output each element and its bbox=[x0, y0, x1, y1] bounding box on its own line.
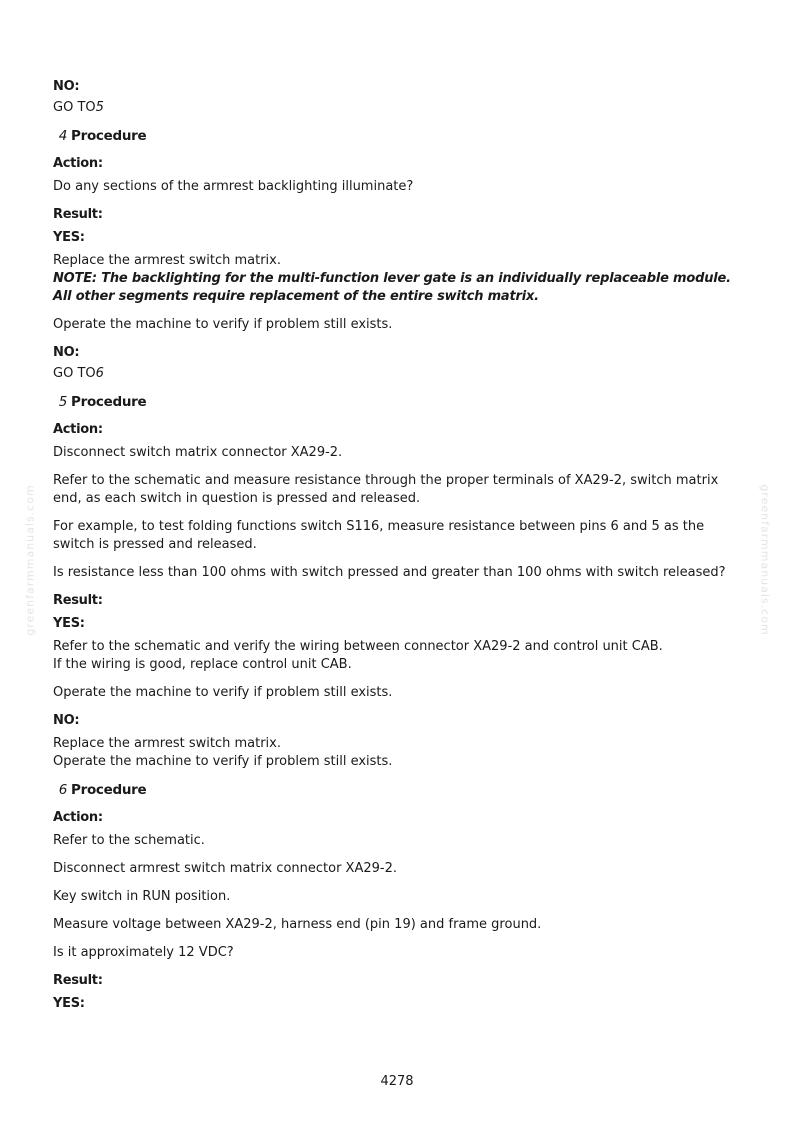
page-number: 4278 bbox=[380, 1074, 414, 1089]
no-text: Replace the armrest switch matrix. bbox=[53, 736, 281, 751]
goto-line bbox=[53, 365, 743, 383]
result-label: Result: bbox=[53, 593, 103, 608]
procedure-heading-5 bbox=[53, 393, 743, 411]
watermark-left: greenfarmmanuals.com bbox=[23, 484, 37, 636]
action-text: For example, to test folding functions switch S116, measure resistance between pins 6 and 5 as the switch is pressed and released. bbox=[53, 519, 705, 552]
operate-text: Operate the machine to verify if problem still exists. bbox=[53, 685, 393, 700]
action-text: Measure voltage between XA29-2, harness end (pin 19) and frame ground. bbox=[53, 917, 542, 932]
action-text: Refer to the schematic. bbox=[53, 833, 205, 848]
yes-label: YES: bbox=[53, 616, 85, 631]
note-text: NOTE: The backlighting for the multi-function lever gate is an individually replaceable module. All other segments require replacement of the entire switch matrix. bbox=[53, 271, 731, 304]
no-label: NO: bbox=[53, 713, 80, 728]
yes-text: Refer to the schematic and verify the wiring between connector XA29-2 and control unit CAB. bbox=[53, 639, 663, 654]
goto-step-link[interactable]: 5 bbox=[95, 100, 104, 115]
goto-step-link[interactable]: 6 bbox=[95, 366, 104, 381]
goto-text: GO TO bbox=[53, 366, 96, 381]
action-label: Action: bbox=[53, 156, 103, 171]
goto-text: GO TO bbox=[53, 100, 96, 115]
action-label: Action: bbox=[53, 810, 103, 825]
document-body bbox=[53, 78, 743, 1012]
no-text: Operate the machine to verify if problem still exists. bbox=[53, 754, 393, 769]
procedure-title: Procedure bbox=[71, 394, 147, 410]
procedure-title: Procedure bbox=[71, 782, 147, 798]
procedure-heading-4 bbox=[53, 127, 743, 145]
action-text: Refer to the schematic and measure resistance through the proper terminals of XA29-2, switch matrix end, as each switch in question is pressed and released. bbox=[53, 473, 719, 506]
procedure-title: Procedure bbox=[71, 128, 147, 144]
procedure-number: 5 bbox=[58, 394, 67, 410]
operate-text: Operate the machine to verify if problem still exists. bbox=[53, 317, 393, 332]
goto-line bbox=[53, 99, 743, 117]
yes-label: YES: bbox=[53, 230, 85, 245]
action-text: Disconnect armrest switch matrix connector XA29-2. bbox=[53, 861, 397, 876]
no-label: NO: bbox=[53, 345, 80, 360]
yes-text: If the wiring is good, replace control unit CAB. bbox=[53, 657, 352, 672]
action-label: Action: bbox=[53, 422, 103, 437]
yes-label: YES: bbox=[53, 996, 85, 1011]
action-text: Key switch in RUN position. bbox=[53, 889, 231, 904]
watermark-right: greenfarmmanuals.com bbox=[758, 484, 772, 636]
procedure-number: 4 bbox=[58, 128, 67, 144]
action-text: Disconnect switch matrix connector XA29-2. bbox=[53, 445, 343, 460]
action-text: Is it approximately 12 VDC? bbox=[53, 945, 234, 960]
procedure-number: 6 bbox=[58, 782, 67, 798]
yes-text: Replace the armrest switch matrix. bbox=[53, 253, 281, 268]
no-label: NO: bbox=[53, 79, 80, 94]
result-label: Result: bbox=[53, 973, 103, 988]
action-text: Is resistance less than 100 ohms with switch pressed and greater than 100 ohms with switch released? bbox=[53, 565, 726, 580]
result-label: Result: bbox=[53, 207, 103, 222]
procedure-heading-6 bbox=[53, 781, 743, 799]
action-text: Do any sections of the armrest backlighting illuminate? bbox=[53, 179, 414, 194]
